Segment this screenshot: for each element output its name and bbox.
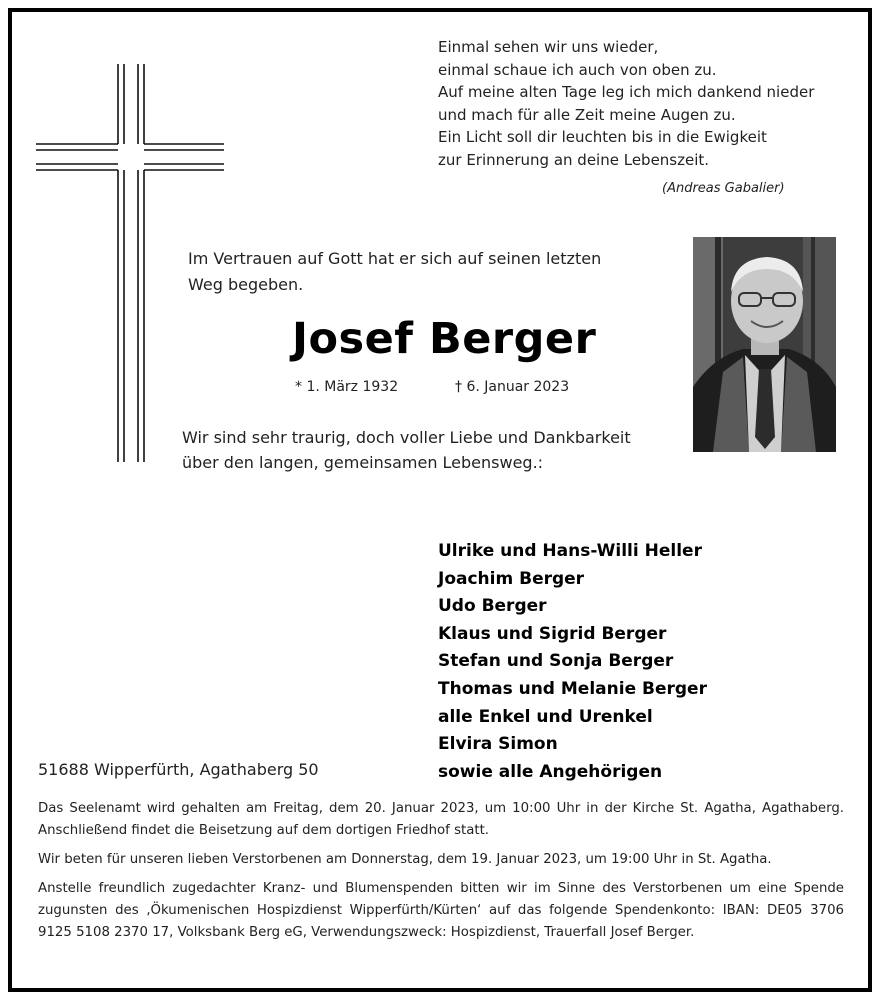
intro-line: Im Vertrauen auf Gott hat er sich auf seinen letzten xyxy=(188,249,602,268)
poem-line: Einmal sehen wir uns wieder, xyxy=(438,38,659,56)
mourner-entry: Klaus und Sigrid Berger xyxy=(438,623,667,644)
death-date: † 6. Januar 2023 xyxy=(455,379,570,395)
poem-line: einmal schaue ich auch von oben zu. xyxy=(438,60,717,79)
poem-line: Ein Licht soll dir leuchten bis in die Ewigkeit xyxy=(438,128,767,146)
birth-date: * 1. März 1932 xyxy=(295,379,399,395)
portrait-illustration xyxy=(693,237,836,452)
donation-notice: Anstelle freundlich zugedachter Kranz- und Blumenspenden bitten wir im Sinne des Verstorbenen um eine Spende zugunsten des ‚Ökumenischen Hospizdienst Wipperfürth/Kürten‘ auf das folgende Spendenkonto: IBAN: DE05 3706 9125 5108 2370 17, Volksbank Berg eG, Verwendungszweck: Hospizdienst, Trauerfall Josef Berger. xyxy=(38,881,844,940)
address: 51688 Wipperfürth, Agathaberg 50 xyxy=(38,760,319,779)
mourner-entry: Joachim Berger xyxy=(438,568,585,589)
mourner-entry: alle Enkel und Urenkel xyxy=(438,706,653,727)
closing-saying xyxy=(182,425,631,475)
mourner-entry: Stefan und Sonja Berger xyxy=(438,651,674,672)
deceased-name: Josef Berger xyxy=(292,314,597,364)
intro-line: Weg begeben. xyxy=(188,275,304,294)
requiem-notice: Das Seelenamt wird gehalten am Freitag, dem 20. Januar 2023, um 10:00 Uhr in der Kirche St. Agatha, Agathaberg. Anschließend findet die Beisetzung auf dem dortigen Friedhof statt. xyxy=(38,801,844,838)
mourner-entry: Elvira Simon xyxy=(438,734,558,755)
poem-line: zur Erinnerung an deine Lebenszeit. xyxy=(438,150,710,169)
saying-line: Wir sind sehr traurig, doch voller Liebe und Dankbarkeit xyxy=(182,428,631,447)
saying-line: über den langen, gemeinsamen Lebensweg.: xyxy=(182,453,544,472)
mourner-entry: Udo Berger xyxy=(438,596,547,617)
mourners-list xyxy=(438,538,707,786)
mourner-entry: Ulrike und Hans-Willi Heller xyxy=(438,541,702,561)
poem-author: (Andreas Gabalier) xyxy=(662,181,785,196)
poem-line: Auf meine alten Tage leg ich mich dankend nieder xyxy=(438,83,815,101)
mourner-entry: Thomas und Melanie Berger xyxy=(438,678,707,699)
portrait-photo xyxy=(693,237,836,452)
mourner-entry: sowie alle Angehörigen xyxy=(438,761,663,782)
intro-text xyxy=(188,246,601,298)
poem xyxy=(438,36,814,171)
prayer-notice: Wir beten für unseren lieben Verstorbenen am Donnerstag, dem 19. Januar 2023, um 19:00 Uhr in St. Agatha. xyxy=(38,852,772,867)
poem-line: und mach für alle Zeit meine Augen zu. xyxy=(438,105,736,124)
